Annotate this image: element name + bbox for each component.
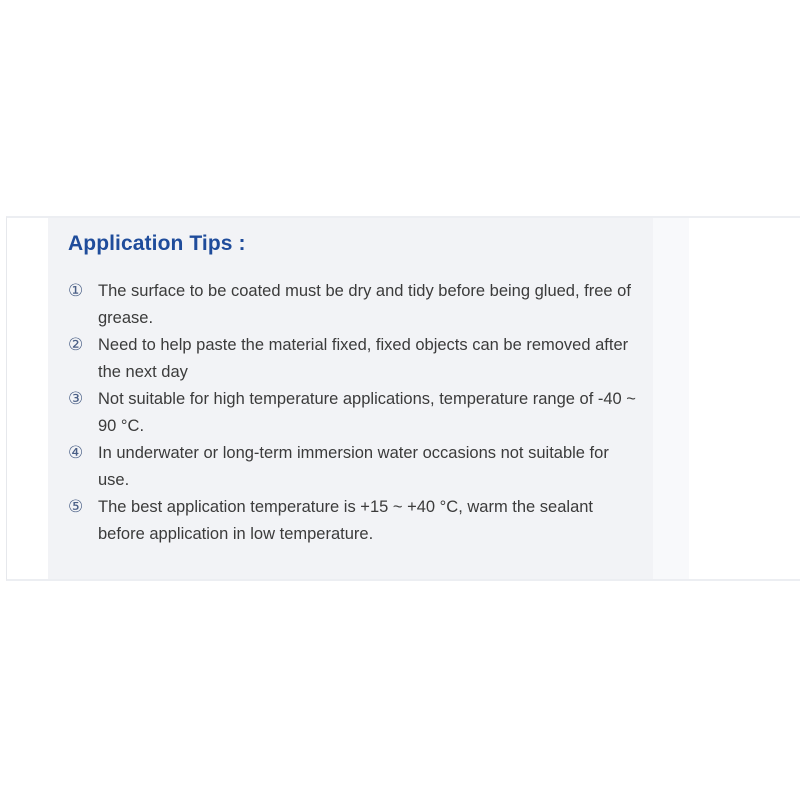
circled-number-4: ④: [68, 443, 84, 463]
list-item: [68, 440, 640, 494]
list-item: [68, 332, 640, 386]
circled-number-3: ③: [68, 389, 84, 409]
circled-number-5: ⑤: [68, 497, 84, 517]
tip-text: Not suitable for high temperature applications, temperature range of -40 ~ 90 °C.: [98, 390, 636, 435]
application-tips-container: [6, 216, 800, 581]
tip-text: The best application temperature is +15 ~ +40 °C, warm the sealant before application in low temperature.: [98, 498, 593, 543]
section-title: Application Tips :: [68, 232, 246, 255]
application-tips-panel: [48, 218, 653, 579]
side-strip: [653, 218, 689, 579]
tip-text: The surface to be coated must be dry and tidy before being glued, free of grease.: [98, 282, 631, 327]
tip-text: In underwater or long-term immersion water occasions not suitable for use.: [98, 444, 609, 489]
circled-number-1: ①: [68, 281, 84, 301]
circled-number-2: ②: [68, 335, 84, 355]
list-item: [68, 278, 640, 332]
tip-text: Need to help paste the material fixed, fixed objects can be removed after the next day: [98, 336, 629, 381]
list-item: [68, 494, 640, 548]
list-item: [68, 386, 640, 440]
tips-list: [68, 278, 640, 548]
